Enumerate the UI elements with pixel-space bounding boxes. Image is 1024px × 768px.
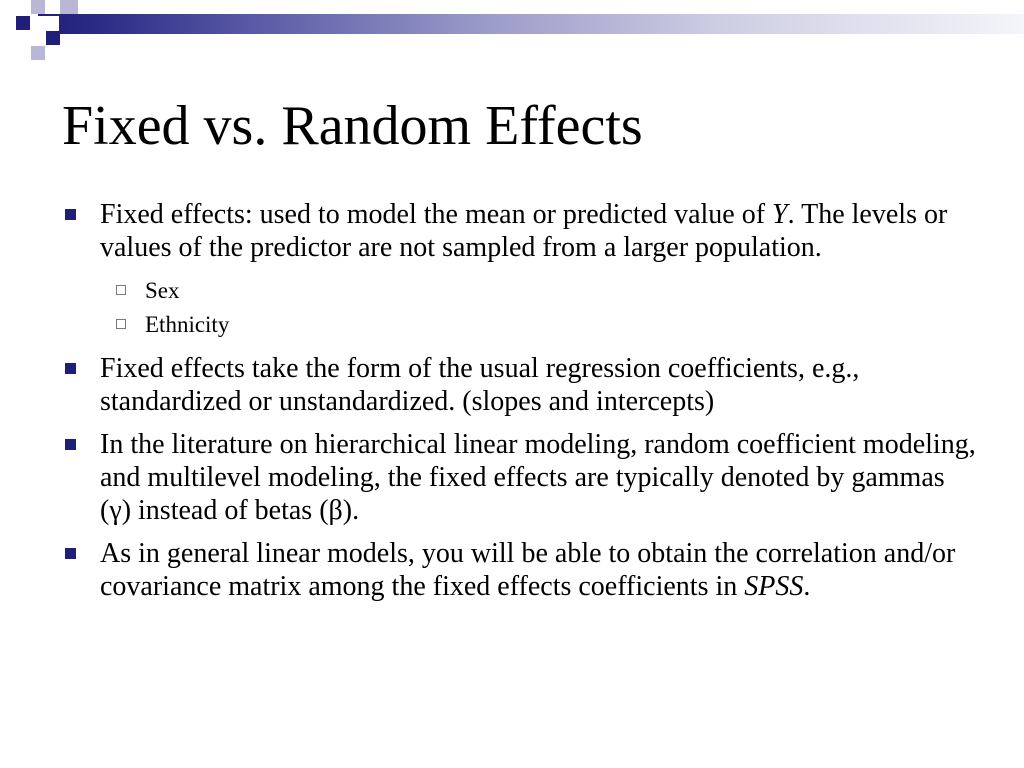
bullet-text-part: As in general linear models, you will be able to obtain the correlation and/or covariance matrix among the fixed effects coefficients in (100, 538, 956, 602)
slide-body (62, 198, 982, 613)
bullet-text (100, 199, 947, 263)
bullet-italic-term: SPSS (744, 571, 804, 602)
bullet-text-part: . (803, 571, 811, 602)
sub-bullet-item (100, 308, 982, 342)
bullet-item (62, 198, 982, 342)
sub-bullet-list (100, 274, 982, 342)
filled-square-bullet-icon (65, 209, 76, 220)
sub-bullet-text: Ethnicity (145, 312, 230, 337)
filled-square-bullet-icon (65, 363, 76, 374)
bullet-item (62, 352, 982, 418)
header-square-navy (16, 16, 30, 30)
slide-title: Fixed vs. Random Effects (62, 95, 643, 157)
bullet-text-part: Fixed effects: used to model the mean or predicted value of (100, 199, 773, 230)
sub-bullet-item (100, 274, 982, 308)
bullet-text: Fixed effects take the form of the usual regression coefficients, e.g., standardized or unstandardized. (slopes and intercepts) (100, 353, 860, 417)
filled-square-bullet-icon (65, 548, 76, 559)
bullet-item (62, 428, 982, 527)
bullet-text-part: . The levels or values of the predictor are not sampled from a larger population. (100, 199, 948, 263)
header-square-light (60, 0, 78, 14)
hollow-square-bullet-icon (116, 319, 126, 329)
bullet-italic-term: Y (772, 199, 788, 230)
header-square-light (31, 0, 45, 14)
bullet-text (100, 538, 955, 602)
bullet-text: In the literature on hierarchical linear modeling, random coefficient modeling, and multilevel modeling, the fixed effects are typically denoted by gammas (γ) instead of betas (β). (100, 429, 976, 526)
filled-square-bullet-icon (65, 439, 76, 450)
bullet-item (62, 537, 982, 603)
sub-bullet-text: Sex (145, 278, 180, 303)
header-square-navy (46, 31, 60, 45)
header-square-light (31, 46, 45, 60)
hollow-square-bullet-icon (116, 285, 126, 295)
header-gradient-band (38, 14, 1024, 34)
